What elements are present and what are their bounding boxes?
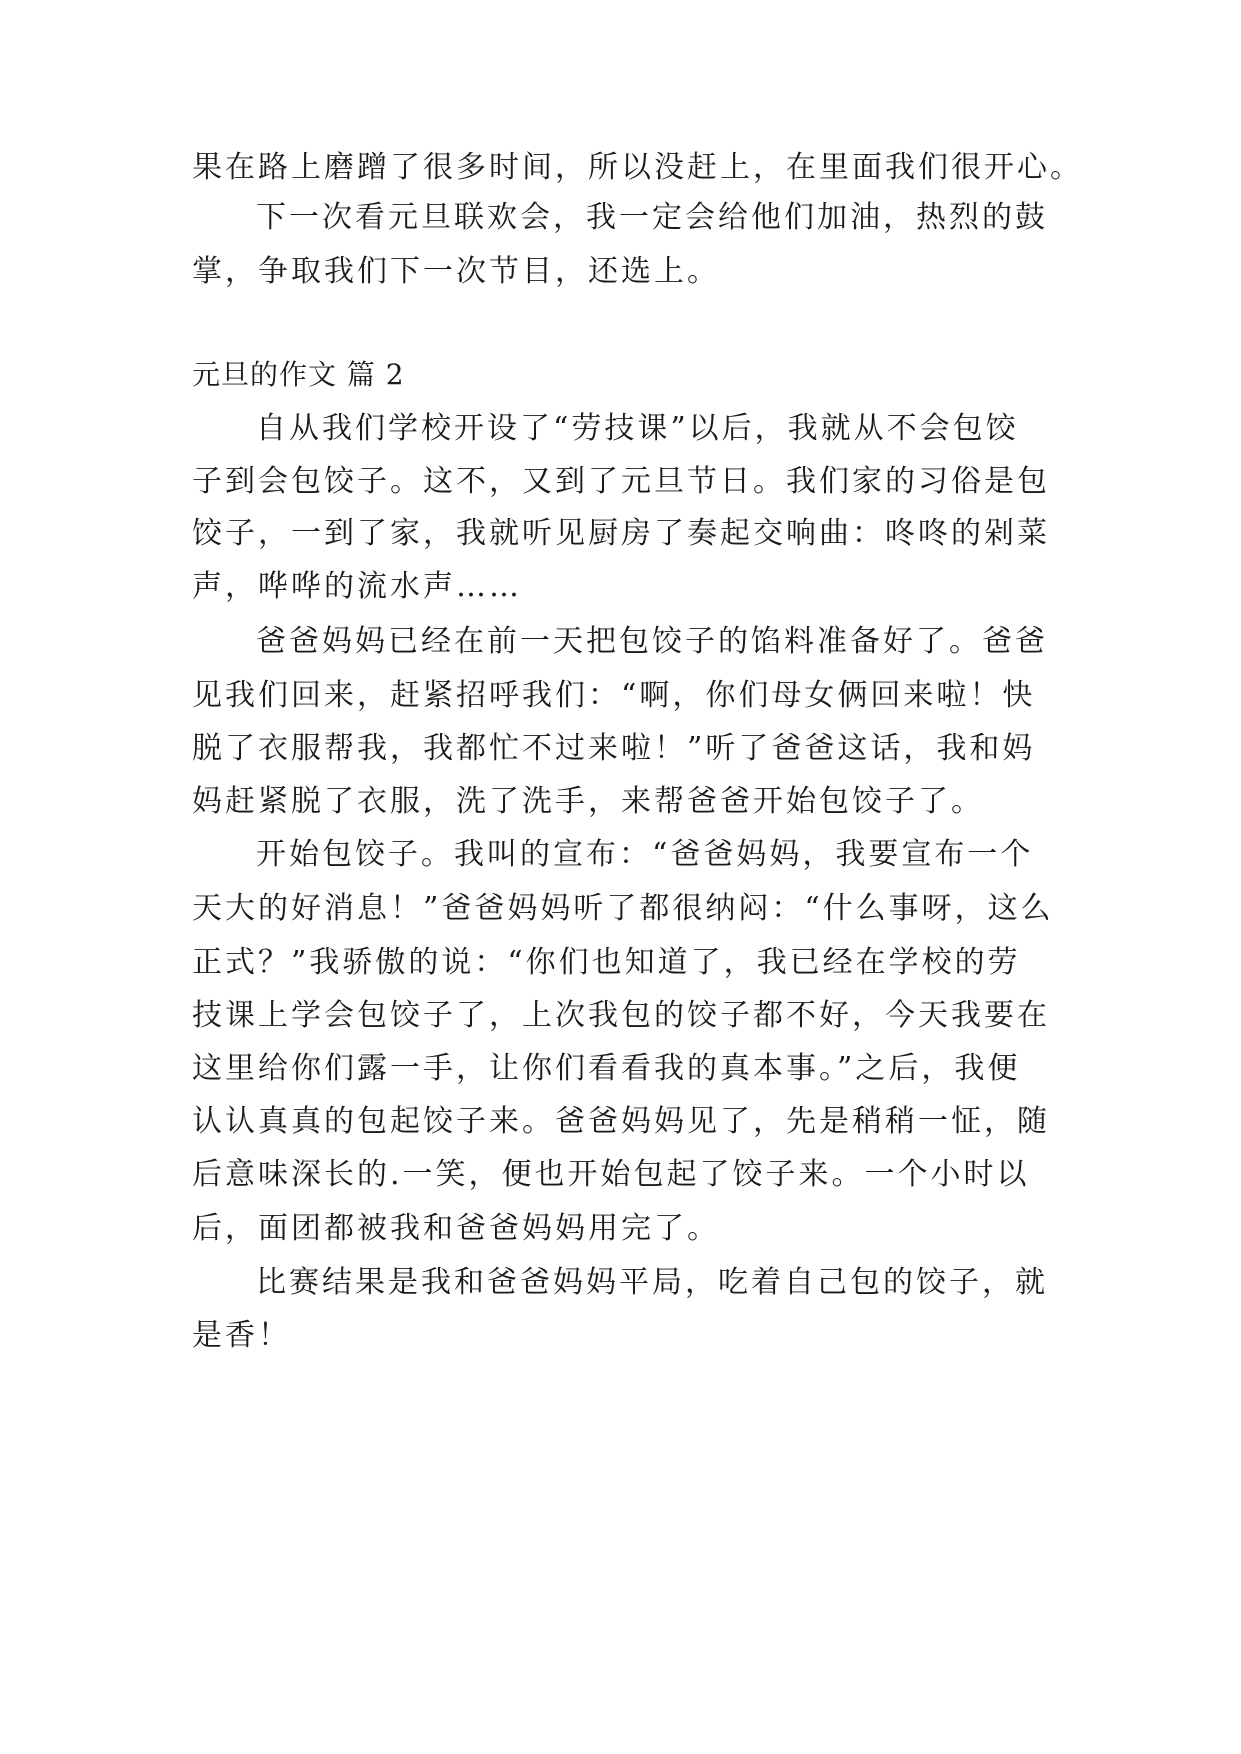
text-line: 技课上学会包饺子了，上次我包的饺子都不好，今天我要在 bbox=[192, 998, 1050, 1033]
text-line: 是香！ bbox=[192, 1318, 291, 1353]
text-line: 后，面团都被我和爸爸妈妈用完了。 bbox=[192, 1211, 720, 1246]
text-line: 下一次看元旦联欢会，我一定会给他们加油，热烈的鼓 bbox=[256, 200, 1048, 235]
text-line: 饺子，一到了家，我就听见厨房了奏起交响曲：咚咚的剁菜 bbox=[192, 516, 1050, 551]
text-line: 爸爸妈妈已经在前一天把包饺子的馅料准备好了。爸爸 bbox=[256, 624, 1048, 659]
text-line: 比赛结果是我和爸爸妈妈平局，吃着自己包的饺子，就 bbox=[256, 1265, 1048, 1300]
text-line: 开始包饺子。我叫的宣布：“爸爸妈妈，我要宣布一个 bbox=[256, 837, 1034, 872]
text-line: 天大的好消息！”爸爸妈妈听了都很纳闷：“什么事呀，这么 bbox=[192, 891, 1054, 926]
text-line: 妈赶紧脱了衣服，洗了洗手，来帮爸爸开始包饺子了。 bbox=[192, 784, 984, 819]
text-line: 见我们回来，赶紧招呼我们：“啊，你们母女俩回来啦！快 bbox=[192, 678, 1036, 713]
text-line: 后意味深长的.一笑，便也开始包起了饺子来。一个小时以 bbox=[192, 1157, 1030, 1192]
text-line: 认认真真的包起饺子来。爸爸妈妈见了，先是稍稍一怔，随 bbox=[192, 1104, 1050, 1139]
text-line: 正式？”我骄傲的说：“你们也知道了，我已经在学校的劳 bbox=[192, 945, 1021, 980]
text-line: 自从我们学校开设了“劳技课”以后，我就从不会包饺 bbox=[256, 411, 1019, 446]
text-line: 这里给你们露一手，让你们看看我的真本事。”之后，我便 bbox=[192, 1051, 1021, 1086]
text-line: 声，哗哗的流水声…… bbox=[192, 569, 522, 604]
text-line: 脱了衣服帮我，我都忙不过来啦！”听了爸爸这话，我和妈 bbox=[192, 731, 1036, 766]
text-line: 掌，争取我们下一次节目，还选上。 bbox=[192, 254, 720, 289]
section-heading: 元旦的作文 篇 2 bbox=[192, 358, 405, 391]
text-line: 果在路上磨蹭了很多时间，所以没赶上，在里面我们很开心。 bbox=[192, 150, 1083, 185]
text-line: 子到会包饺子。这不，又到了元旦节日。我们家的习俗是包 bbox=[192, 464, 1050, 499]
